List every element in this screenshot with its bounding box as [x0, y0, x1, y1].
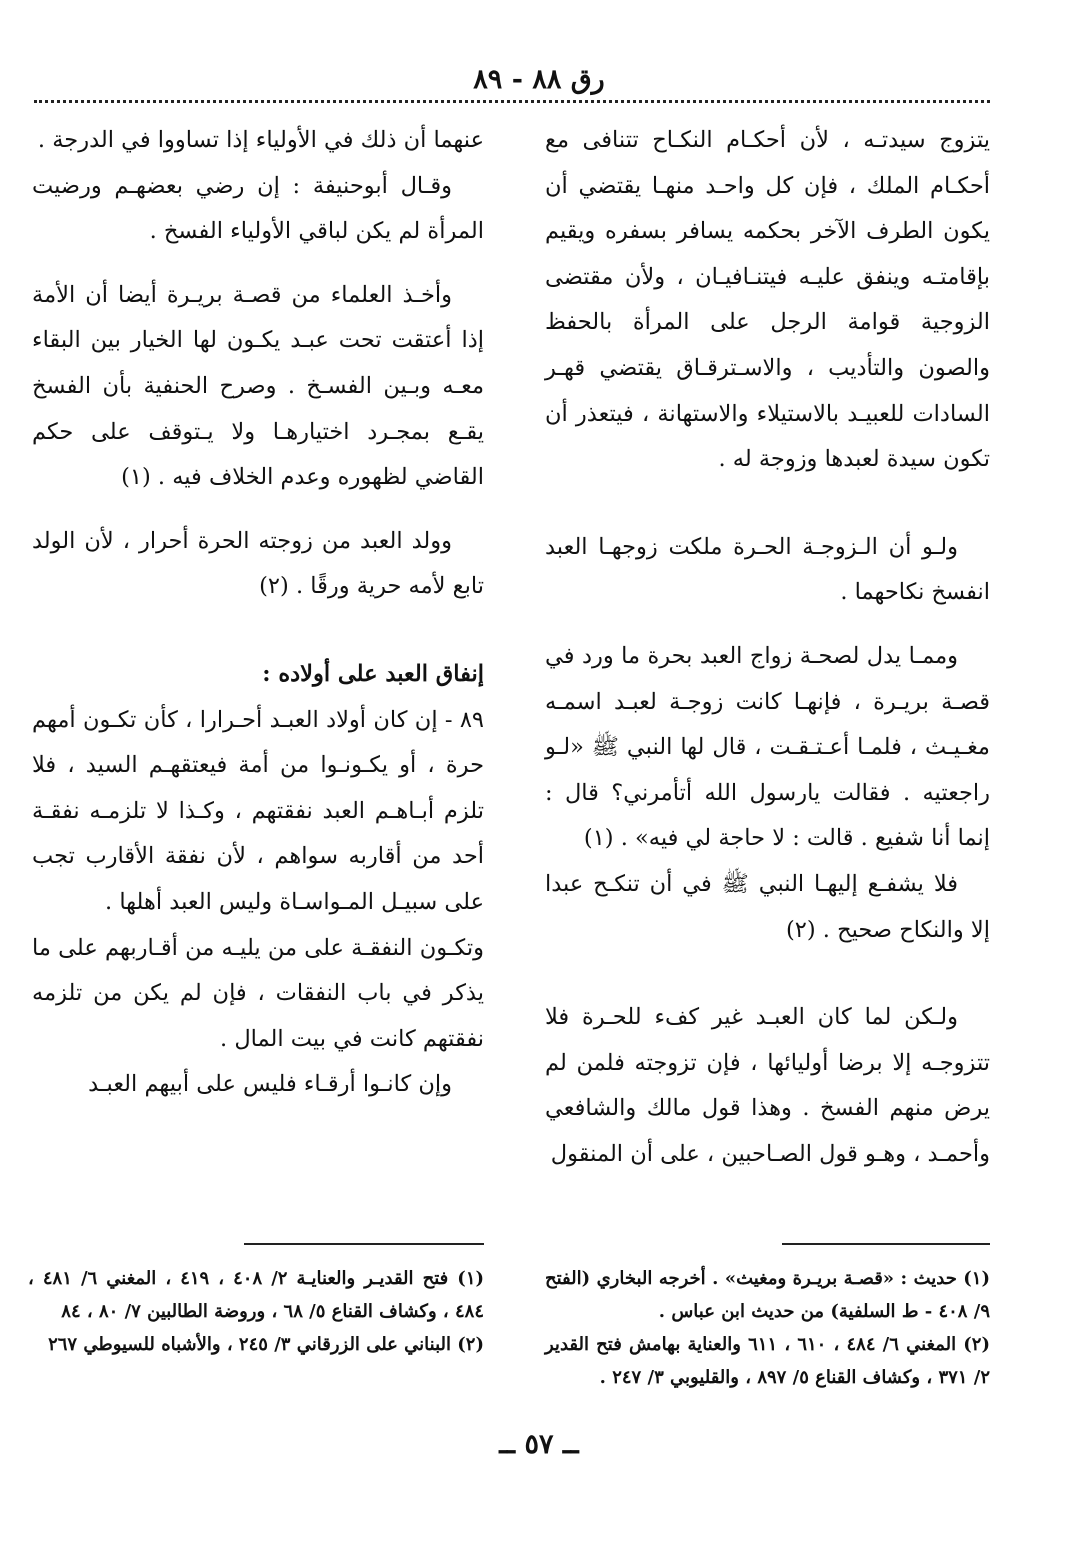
- section-heading: إنفاق العبد على أولاده :: [262, 660, 484, 687]
- paragraph: وممـا يدل لصحـة زواج العبد بحرة ما ورد في قصـة بريـرة ، فإنهـا كانت زوجـة لعبـد اسمـه مغـيـث ، فلمـا أعـتـقـت ، قال لها النبي ﷺ «لـو راجعتيه . فقالت يارسول الله أتأمرني؟ قال : إنما أنا شفيع . قالت : لا حاجة لي فيه» . (١): [545, 642, 990, 852]
- footnote: (٢) البناني على الزرقاني ٣/ ٢٤٥ ، والأشباه للسيوطي ٢٦٧: [48, 1334, 484, 1355]
- paragraph: وأخـذ العلماء من قصـة بريـرة أيضا أن الأمة إذا أعتقت تحت عبـد يكـون لها الخيار بين البقاء معـه وبـين الفسـخ . وصرح الحنفية بأن الفسخ يقـع بمجـرد اختيارهـا ولا يـتوقف على حكم القاضي لظهوره وعدم الخلاف فيه . (١): [32, 281, 484, 491]
- paragraph: وقـال أبوحنيفة : إن رضي بعضهـم ورضيت المرأة لم يكن لباقي الأولياء الفسخ .: [32, 172, 484, 245]
- header-dotted-rule: [34, 100, 990, 103]
- footnote: (٢) المغني ٦/ ٤٨٤ ، ٦١٠ ، ٦١١ والعناية بهامش فتح القدير ٢/ ٣٧١ ، وكشاف القناع ٥/ ٨٩٧ ، والقليوبي ٣/ ٢٤٧ .: [545, 1334, 990, 1388]
- footnote-separator-left: [244, 1243, 484, 1245]
- running-header: رق ٨٨ - ٨٩: [473, 64, 605, 95]
- footnotes-right: [545, 1262, 990, 1394]
- paragraph: عنهما أن ذلك في الأولياء إذا تساووا في الدرجة .: [37, 127, 484, 153]
- footnote-separator-right: [782, 1243, 990, 1245]
- paragraph: ولـو أن الـزوجـة الحـرة ملكت زوجهـا العبد انفسخ نكاحهما .: [545, 533, 990, 606]
- left-text-column: [32, 118, 484, 1108]
- paragraph: ٨٩ - إن كان أولاد العبـد أحـرارا ، كأن تكـون أمهم حرة ، أو يكـونـوا من أمة فيعتقهـم السيد ، فلا تلزم أبـاهـم العبد نفقتهم ، وكـذا لا تلزمـه نفقـة أحد من أقاربه سواهم ، لأن نفقة الأقارب تجب على سبيـل المـواسـاة وليس العبد أهلها .: [32, 706, 484, 915]
- paragraph: يتزوج سيدتـه ، لأن أحكـام النكـاح تتنافى مع أحكـام الملك ، فإن كل واحـد منهـا يقتضي أن يكون الطرف الآخر بحكمه يسافر بسفره ويقيم بإقامتـه وينفق عليـه فيتنـافيـان ، ولأن مقتضى الزوجية قوامة الرجل على المرأة بالحفظ والصون والتأديب ، والاسـترقـاق يقتضي قهـر السادات للعبيـد بالاستيلاء والاستهانة ، فيتعذر أن تكون سيدة لعبدها وزوجة له .: [545, 127, 990, 473]
- paragraph: فلا يشفـع إليهـا النبي ﷺ في أن تنكـح عبدا إلا والنكاح صحيح . (٢): [545, 870, 990, 943]
- footnotes-left: [28, 1262, 484, 1361]
- paragraph: ولـكن لما كان العبـد غير كفء للحـرة فلا تتزوجـه إلا برضا أوليائها ، فإن تزوجته فلمن لم يرض منهم الفسخ . وهذا قول مالك والشافعي وأحمـد ، وهـو قول الصـاحبين ، على أن المنقول: [545, 1004, 990, 1167]
- paragraph: وولد العبد من زوجته الحرة أحرار ، لأن الولد تابع لأمه حرية ورقًا . (٢): [32, 527, 484, 600]
- footnote: (١) حديث : «قصـة بريـرة ومغيث» . أخرجه البخاري (الفتح ٩/ ٤٠٨ - ط السلفية) من حديث ابن عباس .: [545, 1268, 990, 1322]
- paragraph: وتكـون النفقـة على من يليـه من أقـاربهم على ما يذكر في باب النفقات ، فإن لم يكن من تلزمه نفقتهم كانت في بيت المال .: [32, 934, 484, 1052]
- right-text-column: [545, 118, 990, 1177]
- footnote: (١) فتح القديـر والعنايـة ٢/ ٤٠٨ ، ٤١٩ ، المغني ٦/ ٤٨١ ، ٤٨٤ ، وكشاف القناع ٥/ ٦٨ ، وروضة الطالبين ٧/ ٨٠ ، ٨٤: [28, 1268, 485, 1322]
- paragraph: وإن كانـوا أرقـاء فليس على أبيهم العبـد: [88, 1071, 452, 1098]
- page-number: ــ ٥٧ ــ: [499, 1429, 579, 1460]
